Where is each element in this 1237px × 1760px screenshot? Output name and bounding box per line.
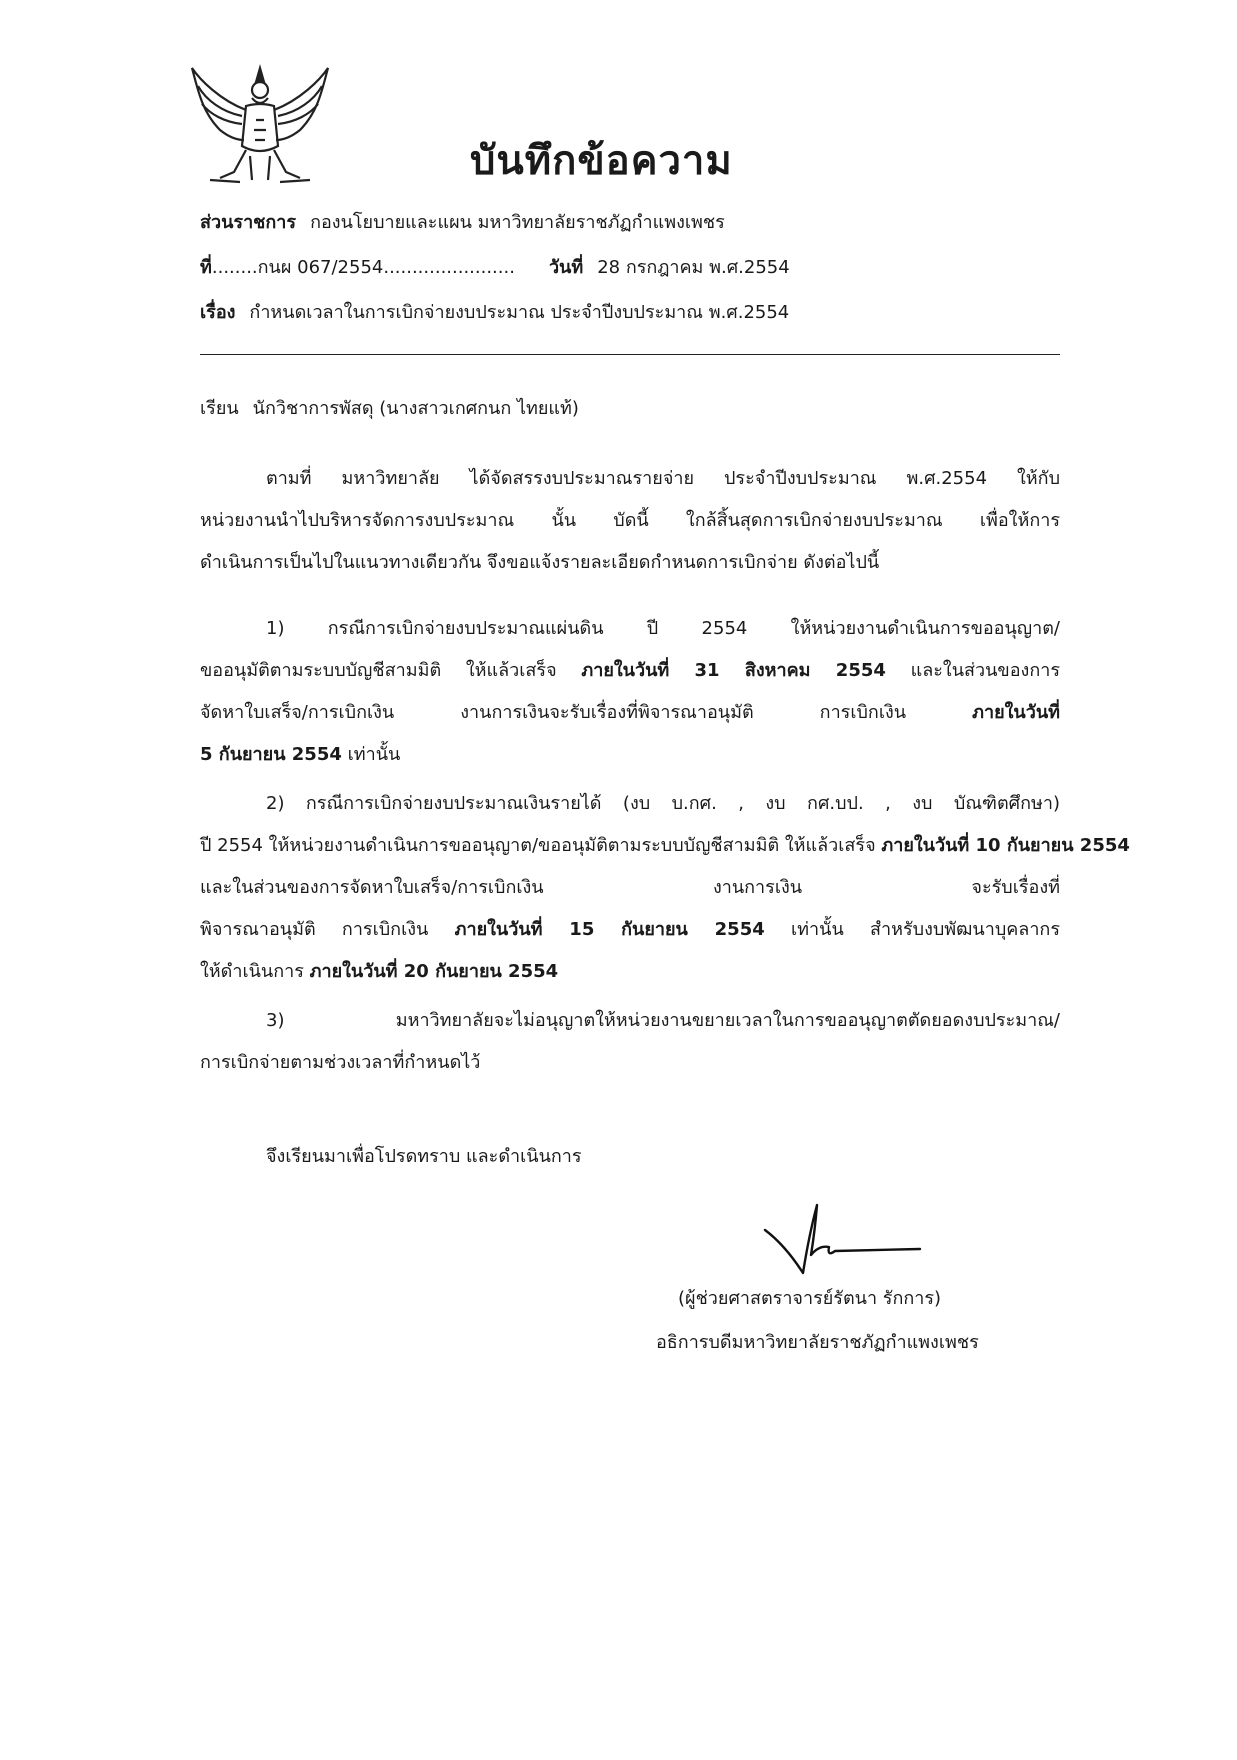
item-3-line: 3) มหาวิทยาลัยจะไม่อนุญาตให้หน่วยงานขยายเวลาในการขออนุญาตตัดยอดงบประมาณ/ — [266, 1010, 1060, 1031]
item-2-line: พิจารณาอนุมัติ การเบิกเงิน ภายในวันที่ 15 กันยายน 2554 เท่านั้น สำหรับงบพัฒนาบุคลากร — [200, 919, 1060, 940]
deadline-text: 5 กันยายน 2554 — [200, 744, 342, 765]
deadline-text: ภายในวันที่ — [972, 702, 1060, 723]
closing-line: จึงเรียนมาเพื่อโปรดทราบ และดำเนินการ — [266, 1146, 582, 1167]
subject-value: กำหนดเวลาในการเบิกจ่ายงบประมาณ ประจำปีงบประมาณ พ.ศ.2554 — [249, 302, 790, 323]
memo-title: บันทึกข้อความ — [470, 138, 733, 184]
signer-name: (ผู้ช่วยศาสตราจารย์รัตนา รักการ) — [678, 1288, 942, 1309]
reference-label: ที่ — [200, 257, 212, 278]
item-2-line: 2) กรณีการเบิกจ่ายงบประมาณเงินรายได้ (งบ บ.กศ. , งบ กศ.บป. , งบ บัณฑิตศึกษา) — [266, 793, 1060, 814]
garuda-emblem-icon — [180, 60, 340, 190]
intro-line: ตามที่ มหาวิทยาลัย ได้จัดสรรงบประมาณรายจ่าย ประจำปีงบประมาณ พ.ศ.2554 ให้กับ — [266, 468, 1060, 489]
item-2-line: และในส่วนของการจัดหาใบเสร็จ/การเบิกเงิน งานการเงิน จะรับเรื่องที่ — [200, 877, 1060, 898]
item-3-line: การเบิกจ่ายตามช่วงเวลาที่กำหนดไว้ — [200, 1052, 481, 1073]
deadline-text: ภายในวันที่ 10 กันยายน 2554 — [881, 835, 1130, 856]
item-2-line: ปี 2554 ให้หน่วยงานดำเนินการขออนุญาต/ขออนุมัติตามระบบบัญชีสามมิติ ให้แล้วเสร็จ ภายในวันที่ 10 กันยายน 2554 — [200, 835, 1130, 856]
header-divider — [200, 354, 1060, 355]
deadline-text: ภายในวันที่ 15 กันยายน 2554 — [454, 919, 765, 940]
item-1-line: ขออนุมัติตามระบบบัญชีสามมิติ ให้แล้วเสร็จ ภายในวันที่ 31 สิงหาคม 2554 และในส่วนของการ — [200, 660, 1060, 681]
addressee-row — [200, 393, 579, 422]
item-1-line: จัดหาใบเสร็จ/การเบิกเงิน งานการเงินจะรับเรื่องที่พิจารณาอนุมัติ การเบิกเงิน ภายในวันที่ — [200, 702, 1060, 723]
item-1-line: 5 กันยายน 2554 เท่านั้น — [200, 744, 401, 765]
subject-label: เรื่อง — [200, 302, 236, 323]
item-1-line: 1) กรณีการเบิกจ่ายงบประมาณแผ่นดิน ปี 2554 ให้หน่วยงานดำเนินการขออนุญาต/ — [266, 618, 1060, 639]
addressee-label: เรียน — [200, 398, 239, 419]
date-value: 28 กรกฎาคม พ.ศ.2554 — [597, 257, 790, 278]
signer-position: อธิการบดีมหาวิทยาลัยราชภัฏกำแพงเพชร — [656, 1332, 979, 1353]
reference-row — [200, 252, 790, 281]
agency-value: กองนโยบายและแผน มหาวิทยาลัยราชภัฏกำแพงเพชร — [310, 212, 725, 233]
deadline-text: ภายในวันที่ 20 กันยายน 2554 — [309, 961, 559, 982]
item-1-paragraph — [200, 608, 1060, 776]
agency-label: ส่วนราชการ — [200, 212, 297, 233]
reference-value: ........กนผ 067/2554....................... — [211, 257, 515, 278]
subject-row — [200, 297, 789, 326]
addressee-value: นักวิชาการพัสดุ (นางสาวเกศกนก ไทยแท้) — [252, 398, 579, 419]
intro-line: หน่วยงานนำไปบริหารจัดการงบประมาณ นั้น บัดนี้ ใกล้สิ้นสุดการเบิกจ่ายงบประมาณ เพื่อให้การ — [200, 510, 1060, 531]
signature-icon — [745, 1185, 925, 1285]
item-2-paragraph — [200, 783, 1130, 993]
intro-paragraph — [200, 458, 1060, 584]
item-3-paragraph — [200, 1000, 1060, 1084]
deadline-text: ภายในวันที่ 31 สิงหาคม 2554 — [581, 660, 886, 681]
agency-row — [200, 207, 725, 236]
date-label: วันที่ — [548, 257, 584, 278]
item-2-line: ให้ดำเนินการ ภายในวันที่ 20 กันยายน 2554 — [200, 961, 559, 982]
intro-line: ดำเนินการเป็นไปในแนวทางเดียวกัน จึงขอแจ้งรายละเอียดกำหนดการเบิกจ่าย ดังต่อไปนี้ — [200, 552, 880, 573]
